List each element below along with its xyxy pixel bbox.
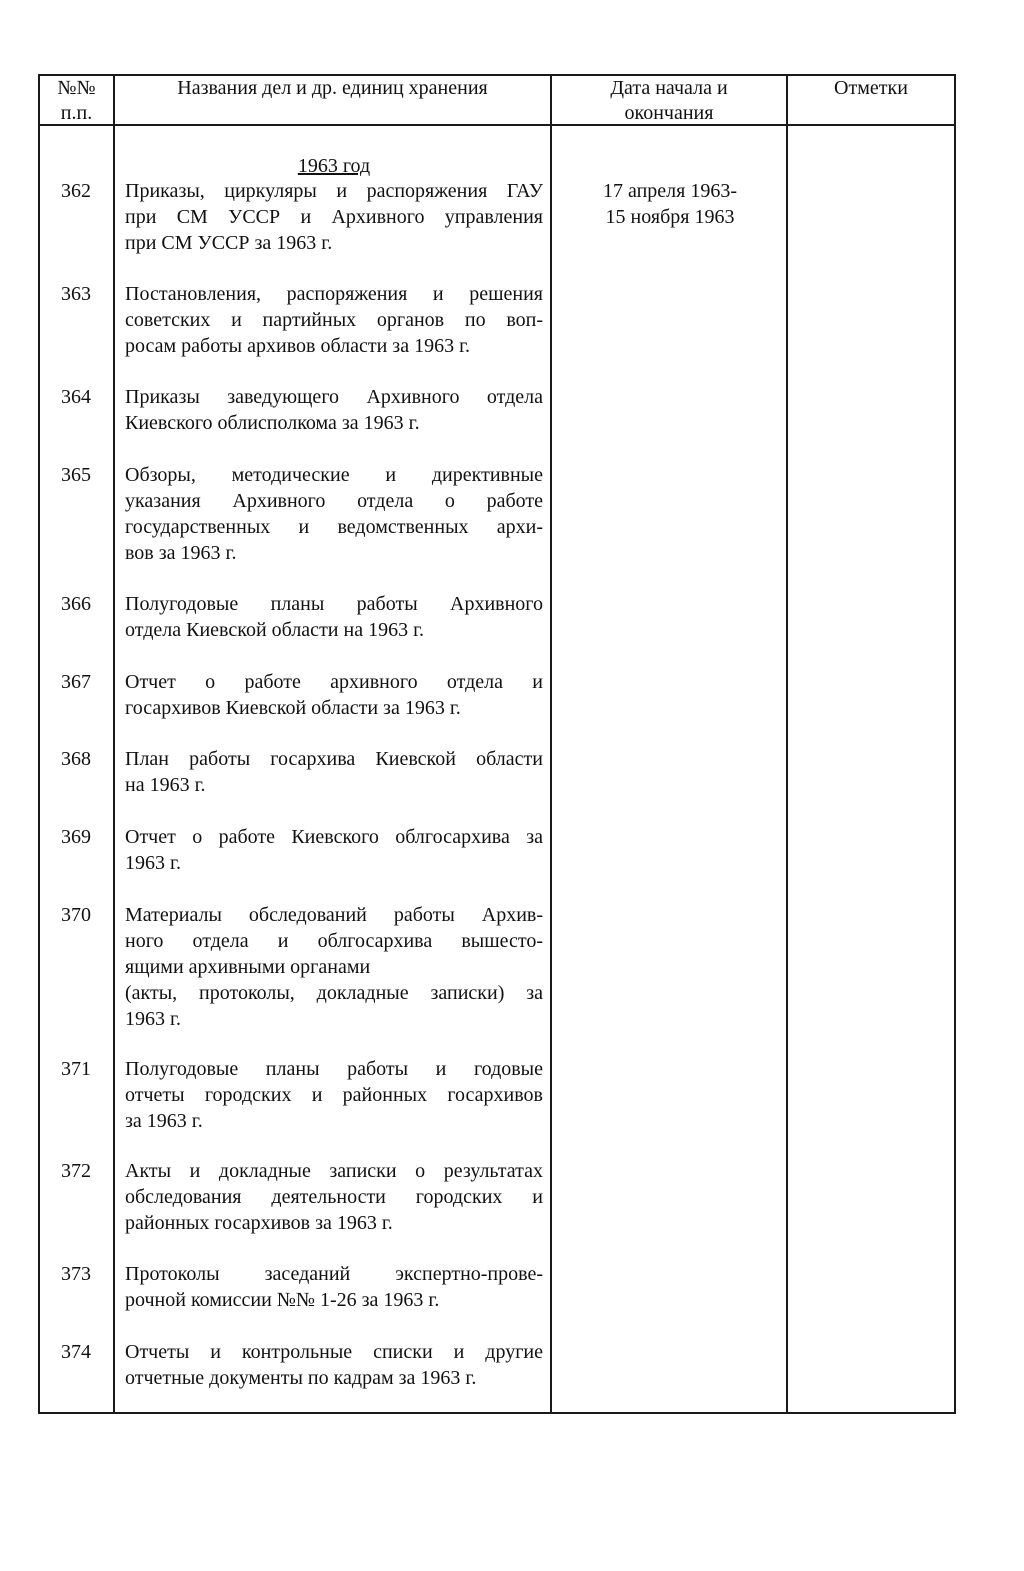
- row-number: 372: [61, 1160, 91, 1182]
- row-title-line: советских и партийных органов по воп-: [125, 309, 543, 331]
- row-title-line: Протоколы заседаний экспертно-прове-: [125, 1263, 543, 1285]
- row-title: [125, 824, 543, 876]
- row-title-line: отчеты городских и районных госархивов: [125, 1084, 543, 1106]
- header-dates-line1: Дата начала и: [610, 77, 728, 99]
- row-number: 370: [61, 904, 91, 926]
- header-title-text: Названия дел и др. единиц хранения: [177, 77, 488, 99]
- header-title: [115, 76, 550, 101]
- row-dates: [553, 178, 787, 230]
- row-title: [125, 281, 543, 359]
- row-title-line: 1963 г.: [125, 852, 181, 874]
- row-title-line: вов за 1963 г.: [125, 542, 237, 564]
- row-title-line: Приказы, циркуляры и распоряжения ГАУ: [125, 180, 543, 202]
- row-date-end: 15 ноября 1963: [605, 206, 735, 228]
- row-title: [125, 462, 543, 566]
- row-title-line: Полугодовые планы работы Архивного: [125, 593, 543, 615]
- row-title-line: Постановления, распоряжения и решения: [125, 283, 543, 305]
- row-title: [125, 178, 543, 256]
- row-title: [125, 1261, 543, 1313]
- row-number: 374: [61, 1341, 91, 1363]
- row-number: 369: [61, 826, 91, 848]
- row-title-line: при СМ УССР за 1963 г.: [125, 232, 333, 254]
- row-title-line: на 1963 г.: [125, 774, 206, 796]
- row-number: 366: [61, 593, 91, 615]
- row-date-start: 17 апреля 1963-: [602, 180, 738, 202]
- row-title-line: при СМ УССР и Архивного управления: [125, 206, 543, 228]
- row-title-line: Материалы обследований работы Архив-: [125, 904, 543, 926]
- column-divider-number: [113, 74, 115, 1414]
- column-divider-dates: [786, 74, 788, 1414]
- row-title-line: (акты, протоколы, докладные записки) за: [125, 982, 543, 1004]
- row-title: [125, 591, 543, 643]
- row-title: [125, 384, 543, 436]
- row-title-line: районных госархивов за 1963 г.: [125, 1212, 393, 1234]
- row-number: 365: [61, 464, 91, 486]
- row-title-line: Отчет о работе Киевского облгосархива за: [125, 826, 543, 848]
- row-title: [125, 669, 543, 721]
- section-year-heading: 1963 год: [297, 155, 371, 177]
- row-number: 367: [61, 671, 91, 693]
- row-title-line: ящими архивными органами: [125, 956, 371, 978]
- row-number: 371: [61, 1058, 91, 1080]
- header-dates: [552, 76, 786, 126]
- row-title-line: Полугодовые планы работы и годовые: [125, 1058, 543, 1080]
- row-title-line: госархивов Киевской области за 1963 г.: [125, 697, 461, 719]
- row-number: 368: [61, 748, 91, 770]
- row-title-line: Приказы заведующего Архивного отдела: [125, 386, 543, 408]
- row-title-line: отчетные документы по кадрам за 1963 г.: [125, 1367, 477, 1389]
- row-number: 363: [61, 283, 91, 305]
- row-title-line: обследования деятельности городских и: [125, 1186, 543, 1208]
- header-notes: [788, 76, 954, 101]
- row-title-line: указания Архивного отдела о работе: [125, 490, 543, 512]
- row-title-line: Обзоры, методические и директивные: [125, 464, 543, 486]
- row-title: [125, 1056, 543, 1134]
- row-title-line: Акты и докладные записки о результатах: [125, 1160, 543, 1182]
- header-number: [40, 76, 113, 126]
- row-title-line: рочной комиссии №№ 1-26 за 1963 г.: [125, 1289, 440, 1311]
- row-title: [125, 902, 543, 1032]
- row-title-line: ного отдела и облгосархива вышесто-: [125, 930, 543, 952]
- row-title-line: росам работы архивов области за 1963 г.: [125, 335, 471, 357]
- header-notes-text: Отметки: [834, 77, 908, 99]
- row-title: [125, 746, 543, 798]
- column-divider-title: [550, 74, 552, 1414]
- row-title-line: за 1963 г.: [125, 1110, 203, 1132]
- row-title: [125, 1339, 543, 1391]
- row-title-line: План работы госархива Киевской области: [125, 748, 543, 770]
- header-number-line2: п.п.: [60, 102, 93, 124]
- header-dates-line2: окончания: [624, 102, 714, 124]
- row-title-line: 1963 г.: [125, 1008, 181, 1030]
- header-number-line1: №№: [57, 77, 96, 99]
- row-title-line: Отчет о работе архивного отдела и: [125, 671, 543, 693]
- header-divider: [38, 124, 956, 126]
- row-title-line: Киевского облисполкома за 1963 г.: [125, 412, 420, 434]
- row-number: 373: [61, 1263, 91, 1285]
- row-number: 364: [61, 386, 91, 408]
- row-title-line: государственных и ведомственных архи-: [125, 516, 543, 538]
- row-title: [125, 1158, 543, 1236]
- row-title-line: Отчеты и контрольные списки и другие: [125, 1341, 543, 1363]
- row-number: 362: [61, 180, 91, 202]
- row-title-line: отдела Киевской области на 1963 г.: [125, 619, 425, 641]
